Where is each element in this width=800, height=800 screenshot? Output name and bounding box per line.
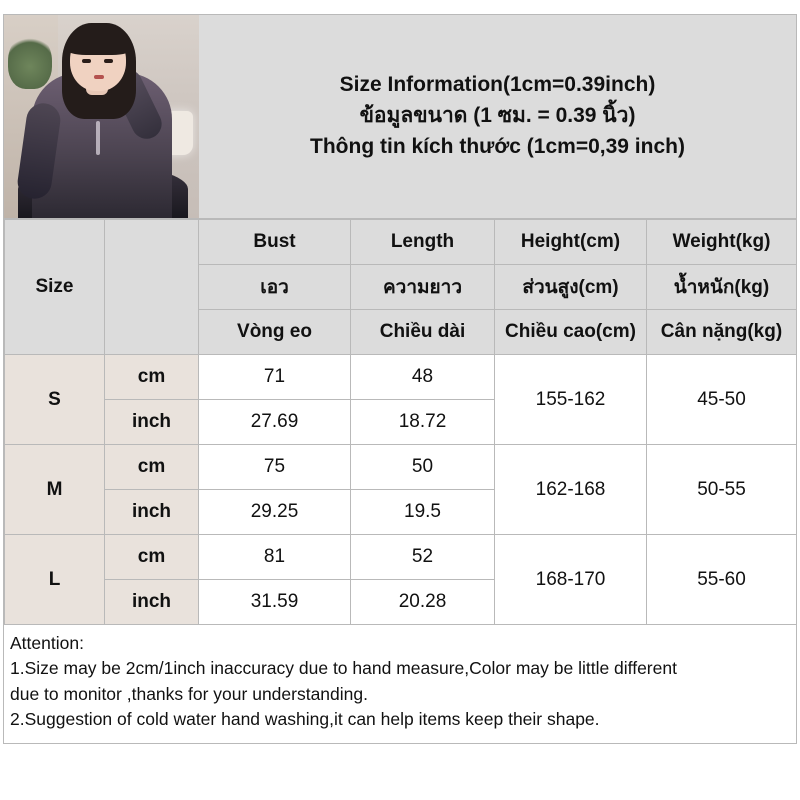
table-header-row-en — [5, 220, 797, 265]
model-lips — [94, 75, 104, 79]
row-size-l: L — [5, 535, 105, 625]
row-s-unit-cm: cm — [105, 355, 199, 400]
row-l-bust-cm: 81 — [199, 535, 351, 580]
table-row — [5, 355, 797, 400]
row-m-unit-cm: cm — [105, 445, 199, 490]
title-line-en: Size Information(1cm=0.39inch) — [339, 73, 656, 97]
row-m-length-inch: 19.5 — [351, 490, 495, 535]
attention-line-3: 2.Suggestion of cold water hand washing,it can help items keep their shape. — [10, 709, 600, 730]
size-chart-sheet — [3, 14, 797, 744]
row-s-length-inch: 18.72 — [351, 400, 495, 445]
size-table — [4, 219, 797, 625]
header-weight-vi: Cân nặng(kg) — [647, 310, 797, 355]
header-bust-th: เอว — [199, 265, 351, 310]
title-line-vi: Thông tin kích thước (1cm=0,39 inch) — [310, 134, 685, 158]
header-length-vi: Chiều dài — [351, 310, 495, 355]
title-block — [199, 15, 796, 218]
row-l-length-cm: 52 — [351, 535, 495, 580]
row-m-bust-cm: 75 — [199, 445, 351, 490]
attention-block — [4, 625, 796, 737]
row-l-bust-inch: 31.59 — [199, 580, 351, 625]
table-row — [5, 445, 797, 490]
row-s-unit-inch: inch — [105, 400, 199, 445]
header-height-vi: Chiều cao(cm) — [495, 310, 647, 355]
header-weight-th: น้ำหนัก(kg) — [647, 265, 797, 310]
chart-header — [4, 15, 796, 219]
model-zipper — [96, 121, 100, 155]
row-l-height: 168-170 — [495, 535, 647, 625]
model-hair-front — [66, 25, 132, 55]
table-row — [5, 535, 797, 580]
product-photo — [4, 15, 199, 218]
row-m-length-cm: 50 — [351, 445, 495, 490]
row-l-weight: 55-60 — [647, 535, 797, 625]
attention-heading: Attention: — [10, 633, 84, 653]
row-m-bust-inch: 29.25 — [199, 490, 351, 535]
header-weight-en: Weight(kg) — [647, 220, 797, 265]
header-length-en: Length — [351, 220, 495, 265]
header-height-en: Height(cm) — [495, 220, 647, 265]
row-s-bust-cm: 71 — [199, 355, 351, 400]
row-m-unit-inch: inch — [105, 490, 199, 535]
header-bust-vi: Vòng eo — [199, 310, 351, 355]
row-size-m: M — [5, 445, 105, 535]
header-length-th: ความยาว — [351, 265, 495, 310]
row-size-s: S — [5, 355, 105, 445]
title-line-th: ข้อมูลขนาด (1 ซม. = 0.39 นิ้ว) — [359, 104, 636, 128]
row-s-weight: 45-50 — [647, 355, 797, 445]
row-l-unit-cm: cm — [105, 535, 199, 580]
header-size-label: Size — [5, 220, 105, 355]
header-height-th: ส่วนสูง(cm) — [495, 265, 647, 310]
model-left-eye — [82, 59, 91, 63]
row-s-length-cm: 48 — [351, 355, 495, 400]
row-m-height: 162-168 — [495, 445, 647, 535]
attention-line-2: due to monitor ,thanks for your understanding. — [10, 683, 368, 704]
row-s-height: 155-162 — [495, 355, 647, 445]
row-m-weight: 50-55 — [647, 445, 797, 535]
row-s-bust-inch: 27.69 — [199, 400, 351, 445]
row-l-length-inch: 20.28 — [351, 580, 495, 625]
attention-line-1: 1.Size may be 2cm/1inch inaccuracy due to hand measure,Color may be little different — [10, 658, 677, 679]
header-bust-en: Bust — [199, 220, 351, 265]
plant-icon — [8, 33, 52, 89]
model-right-eye — [104, 59, 113, 63]
header-size-spacer — [105, 220, 199, 355]
row-l-unit-inch: inch — [105, 580, 199, 625]
